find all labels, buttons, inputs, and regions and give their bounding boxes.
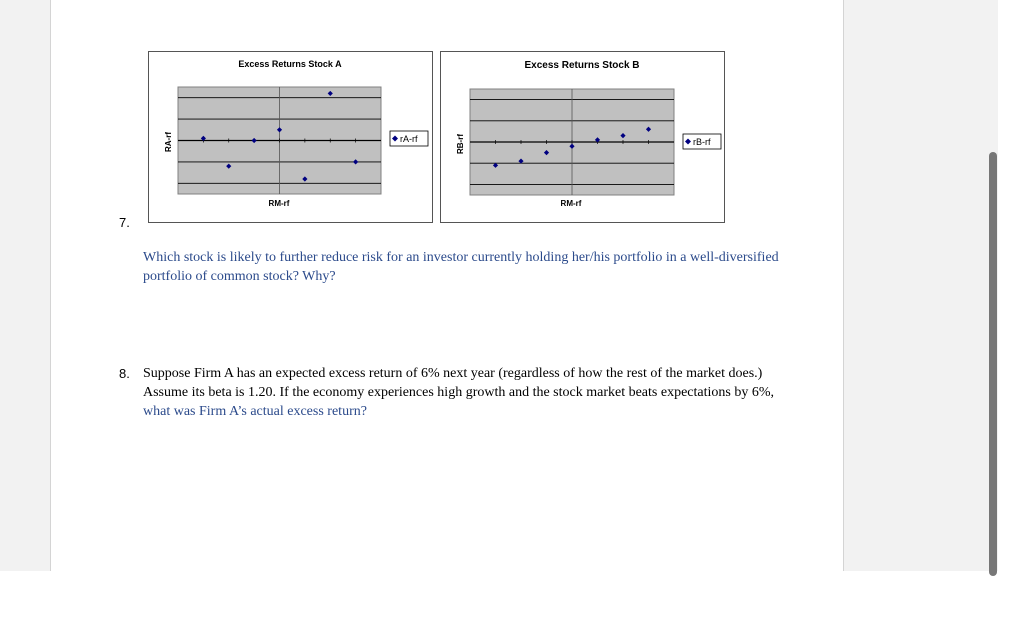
chart-stock-a [148,51,433,223]
question-8-text [143,364,823,421]
chart-b-legend-label: rB-rf [693,137,711,147]
question-7-line-1: Which stock is likely to further reduce risk for an investor currently holding her/his portfolio in a well-diversified [143,250,779,265]
chart-b-ylabel: RB-rf [456,134,465,154]
chart-b-title: Excess Returns Stock B [524,60,640,71]
chart-a-title: Excess Returns Stock A [238,59,342,69]
question-8-number: 8. [119,366,130,381]
question-8-line-1: Suppose Firm A has an expected excess return of 6% next year (regardless of how the rest of the market does.) [143,366,763,381]
question-7-text [143,248,823,286]
chart-a-ylabel: RA-rf [164,132,173,152]
question-7-line-2: portfolio of common stock? Why? [143,269,336,284]
scrollbar-track[interactable] [998,0,1024,571]
question-8-line-2: Assume its beta is 1.20. If the economy experiences high growth and the stock market beats expectations by 6%, [143,385,774,400]
chart-stock-b-svg [441,52,724,222]
chart-stock-a-svg [149,52,432,222]
chart-b-legend [683,134,721,149]
question-7-number: 7. [119,215,130,230]
scrollbar-thumb[interactable] [989,152,997,576]
chart-a-xlabel: RM-rf [268,199,290,208]
question-8-line-3: what was Firm A’s actual excess return? [143,404,367,419]
chart-a-legend-label: rA-rf [400,134,418,144]
chart-stock-b [440,51,725,223]
chart-a-legend [390,131,428,146]
chart-b-xlabel: RM-rf [560,199,582,208]
